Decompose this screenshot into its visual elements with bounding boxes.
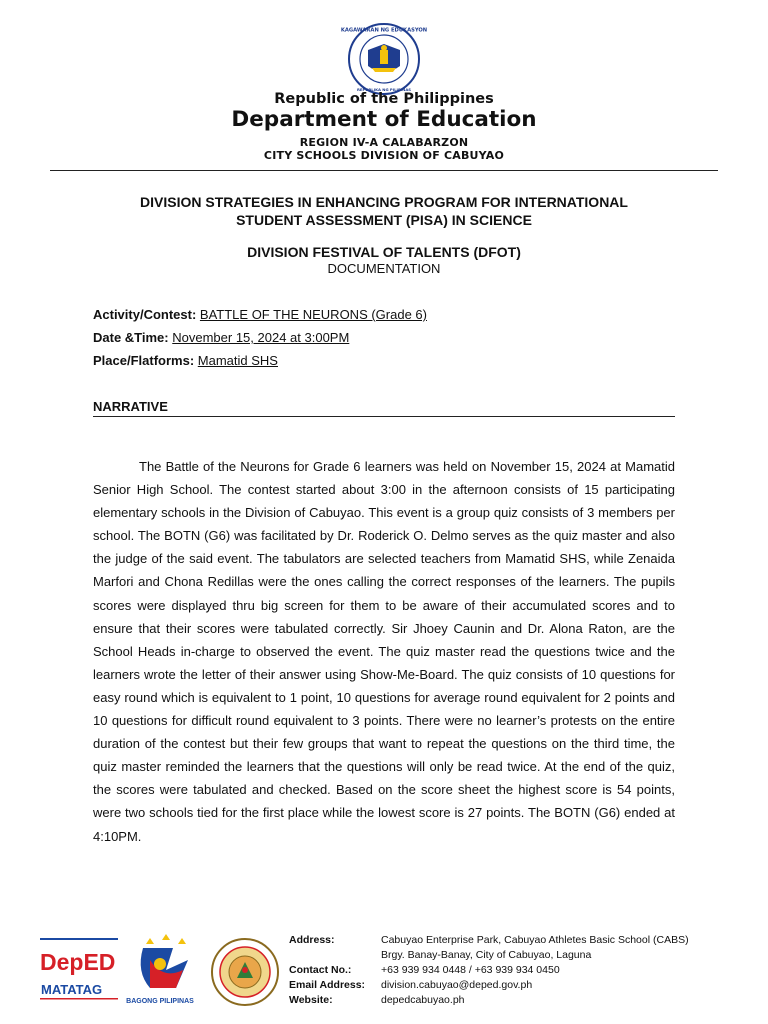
bagong-pilipinas-text: BAGONG PILIPINAS xyxy=(126,998,194,1005)
date-row xyxy=(93,330,349,345)
narrative-heading: NARRATIVE xyxy=(93,399,168,414)
website-value[interactable]: depedcabuyao.ph xyxy=(381,994,465,1006)
activity-row xyxy=(93,307,427,322)
email-value[interactable]: division.cabuyao@deped.gov.ph xyxy=(381,979,533,991)
documentation-subheading: DOCUMENTATION xyxy=(327,261,441,276)
address-label: Address: xyxy=(289,934,335,946)
title-line-2: STUDENT ASSESSMENT (PISA) IN SCIENCE xyxy=(236,211,532,228)
activity-label: Activity/Contest: xyxy=(93,307,197,322)
festival-heading: DIVISION FESTIVAL OF TALENTS (DFOT) xyxy=(247,244,521,260)
contact-label: Contact No.: xyxy=(289,964,352,976)
address-line-1: Cabuyao Enterprise Park, Cabuyao Athletes Basic School (CABS) xyxy=(381,934,689,946)
division-seal-logo xyxy=(212,939,278,1005)
deped-seal-logo xyxy=(340,22,428,96)
header-divider xyxy=(50,170,718,171)
narrative-body: The Battle of the Neurons for Grade 6 learners was held on November 15, 2024 at Mamatid Senior High School. The contest started about 3:00 in the afternoon consists of 15 participating elementary schools in the Division of Cabuyao. This event is a group quiz consists of 3 members per school. The BOTN (G6) was facilitated by Dr. Roderick O. Delmo serves as the quiz master and also the judge of the said event. The tabulators are selected teachers from Mamatid SHS, while Zenaida Marfori and Chona Redillas were the ones calling the correct responses of the learners. The pupils scores were displayed thru big screen for them to be aware of their accumulated scores and to ensure that their scores were tabulated correctly. Sir Jhoey Caunin and Dr. Alona Raton, are the School Heads in-charge to observed the event. The quiz master read the questions twice and the learners wrote the letter of their answer using Show-Me-Board. The quiz consists of 10 questions for easy round which is equivalent to 1 point, 10 questions for average round equivalent for 2 points and 10 questions for difficult round equivalent to 3 points. There were no learner’s protests on the entire duration of the contest but their few groups that want to repeat the questions on the third time, the quiz master reminded the learners that the questions will only be read twice. At the end of the quiz, the scores were tabulated and checked. Based on the score sheet the highest score is 54 points, were two schools tied for the first place while the lowest score is 27 points. The BOTN (G6) ended at 4:10PM. xyxy=(93,459,675,844)
deped-logo-text: DepED xyxy=(40,949,116,975)
contact-value: +63 939 934 0448 / +63 939 934 0450 xyxy=(381,964,560,976)
matatag-logo-text: MATATAG xyxy=(41,982,103,997)
website-label: Website: xyxy=(289,994,333,1006)
place-value: Mamatid SHS xyxy=(197,353,278,368)
region-heading: REGION IV-A CALABARZON xyxy=(299,136,469,149)
republic-heading: Republic of the Philippines xyxy=(274,91,494,107)
department-heading: Department of Education xyxy=(231,107,537,132)
seal-ring-text: KAGAWARAN NG EDUKASYON xyxy=(340,27,428,34)
title-line-1: DIVISION STRATEGIES IN ENHANCING PROGRAM FOR INTERNATIONAL xyxy=(140,194,628,210)
place-row xyxy=(93,353,278,368)
division-heading: CITY SCHOOLS DIVISION OF CABUYAO xyxy=(263,149,505,162)
deped-matatag-logo xyxy=(40,938,118,1000)
footer-logos xyxy=(38,930,288,1010)
document-title xyxy=(0,194,768,229)
address-line-2: Brgy. Banay-Banay, City of Cabuyao, Laguna xyxy=(381,949,592,961)
bagong-pilipinas-logo xyxy=(126,934,194,1005)
seal-bottom-text: REPUBLIKA NG PILIPINAS xyxy=(356,87,412,92)
activity-value: BATTLE OF THE NEURONS (Grade 6) xyxy=(199,307,427,322)
date-value: November 15, 2024 at 3:00PM xyxy=(172,330,350,345)
date-label: Date &Time: xyxy=(93,330,169,345)
email-label: Email Address: xyxy=(289,979,366,991)
narrative-divider xyxy=(93,416,675,417)
place-label: Place/Flatforms: xyxy=(93,353,195,368)
